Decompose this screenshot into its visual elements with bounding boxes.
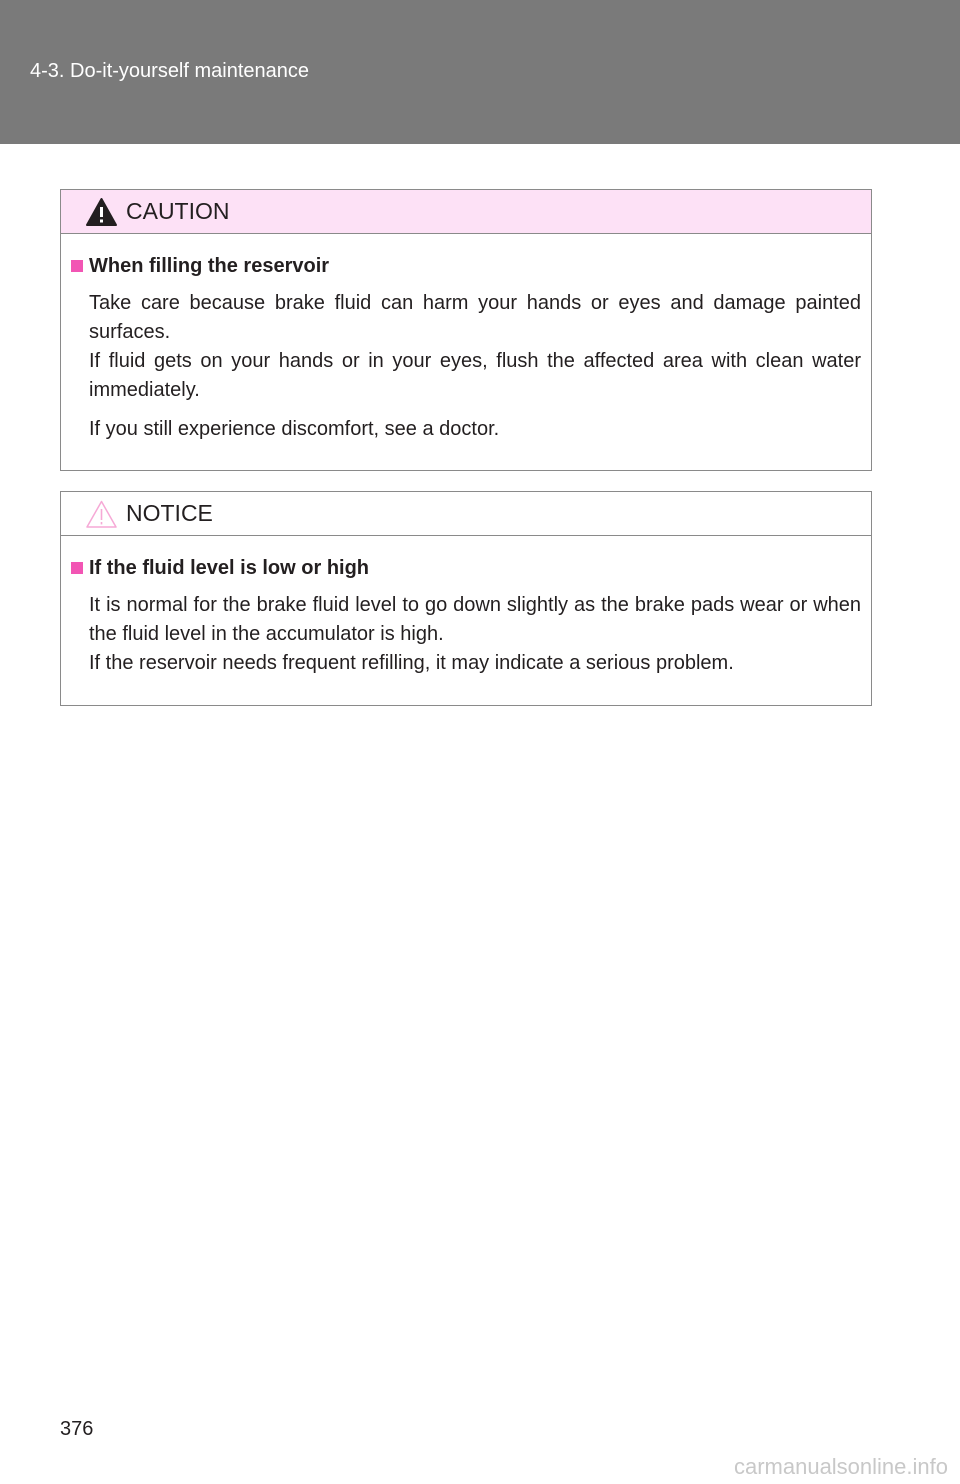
bullet-square-icon <box>71 562 83 574</box>
caution-heading-text: When filling the reservoir <box>89 255 330 277</box>
notice-item-heading <box>71 554 861 582</box>
notice-box <box>60 491 872 706</box>
caution-body <box>61 234 871 444</box>
notice-paragraph-1: It is normal for the brake fluid level to go down slightly as the brake pads wear or when the fluid level in the accumulator is high. <box>89 594 861 645</box>
caution-box <box>60 189 872 471</box>
caution-label: CAUTION <box>126 198 230 224</box>
warning-triangle-outline-icon <box>85 499 118 529</box>
watermark: carmanualsonline.info <box>733 1454 948 1479</box>
notice-paragraph-2: If the reservoir needs frequent refilling, it may indicate a serious problem. <box>89 652 734 674</box>
caution-item-heading <box>71 252 861 280</box>
notice-label: NOTICE <box>126 500 213 526</box>
caution-paragraph-2: If you still experience discomfort, see a doctor. <box>89 418 500 440</box>
caution-paragraph-1-line-2: If fluid gets on your hands or in your eyes, flush the affected area with clean water immediately. <box>89 350 861 401</box>
warning-triangle-filled-icon <box>85 197 118 227</box>
section-title: 4-3. Do-it-yourself maintenance <box>30 60 310 82</box>
caution-paragraph-1-line-1: Take care because brake fluid can harm your hands or eyes and damage painted surfaces. <box>89 292 861 343</box>
page-header-band <box>0 0 960 144</box>
notice-heading-text: If the fluid level is low or high <box>89 557 370 579</box>
notice-body <box>61 536 871 678</box>
notice-header <box>61 492 871 536</box>
bullet-square-icon <box>71 260 83 272</box>
caution-header <box>61 190 871 234</box>
page-number: 376 <box>60 1418 94 1440</box>
